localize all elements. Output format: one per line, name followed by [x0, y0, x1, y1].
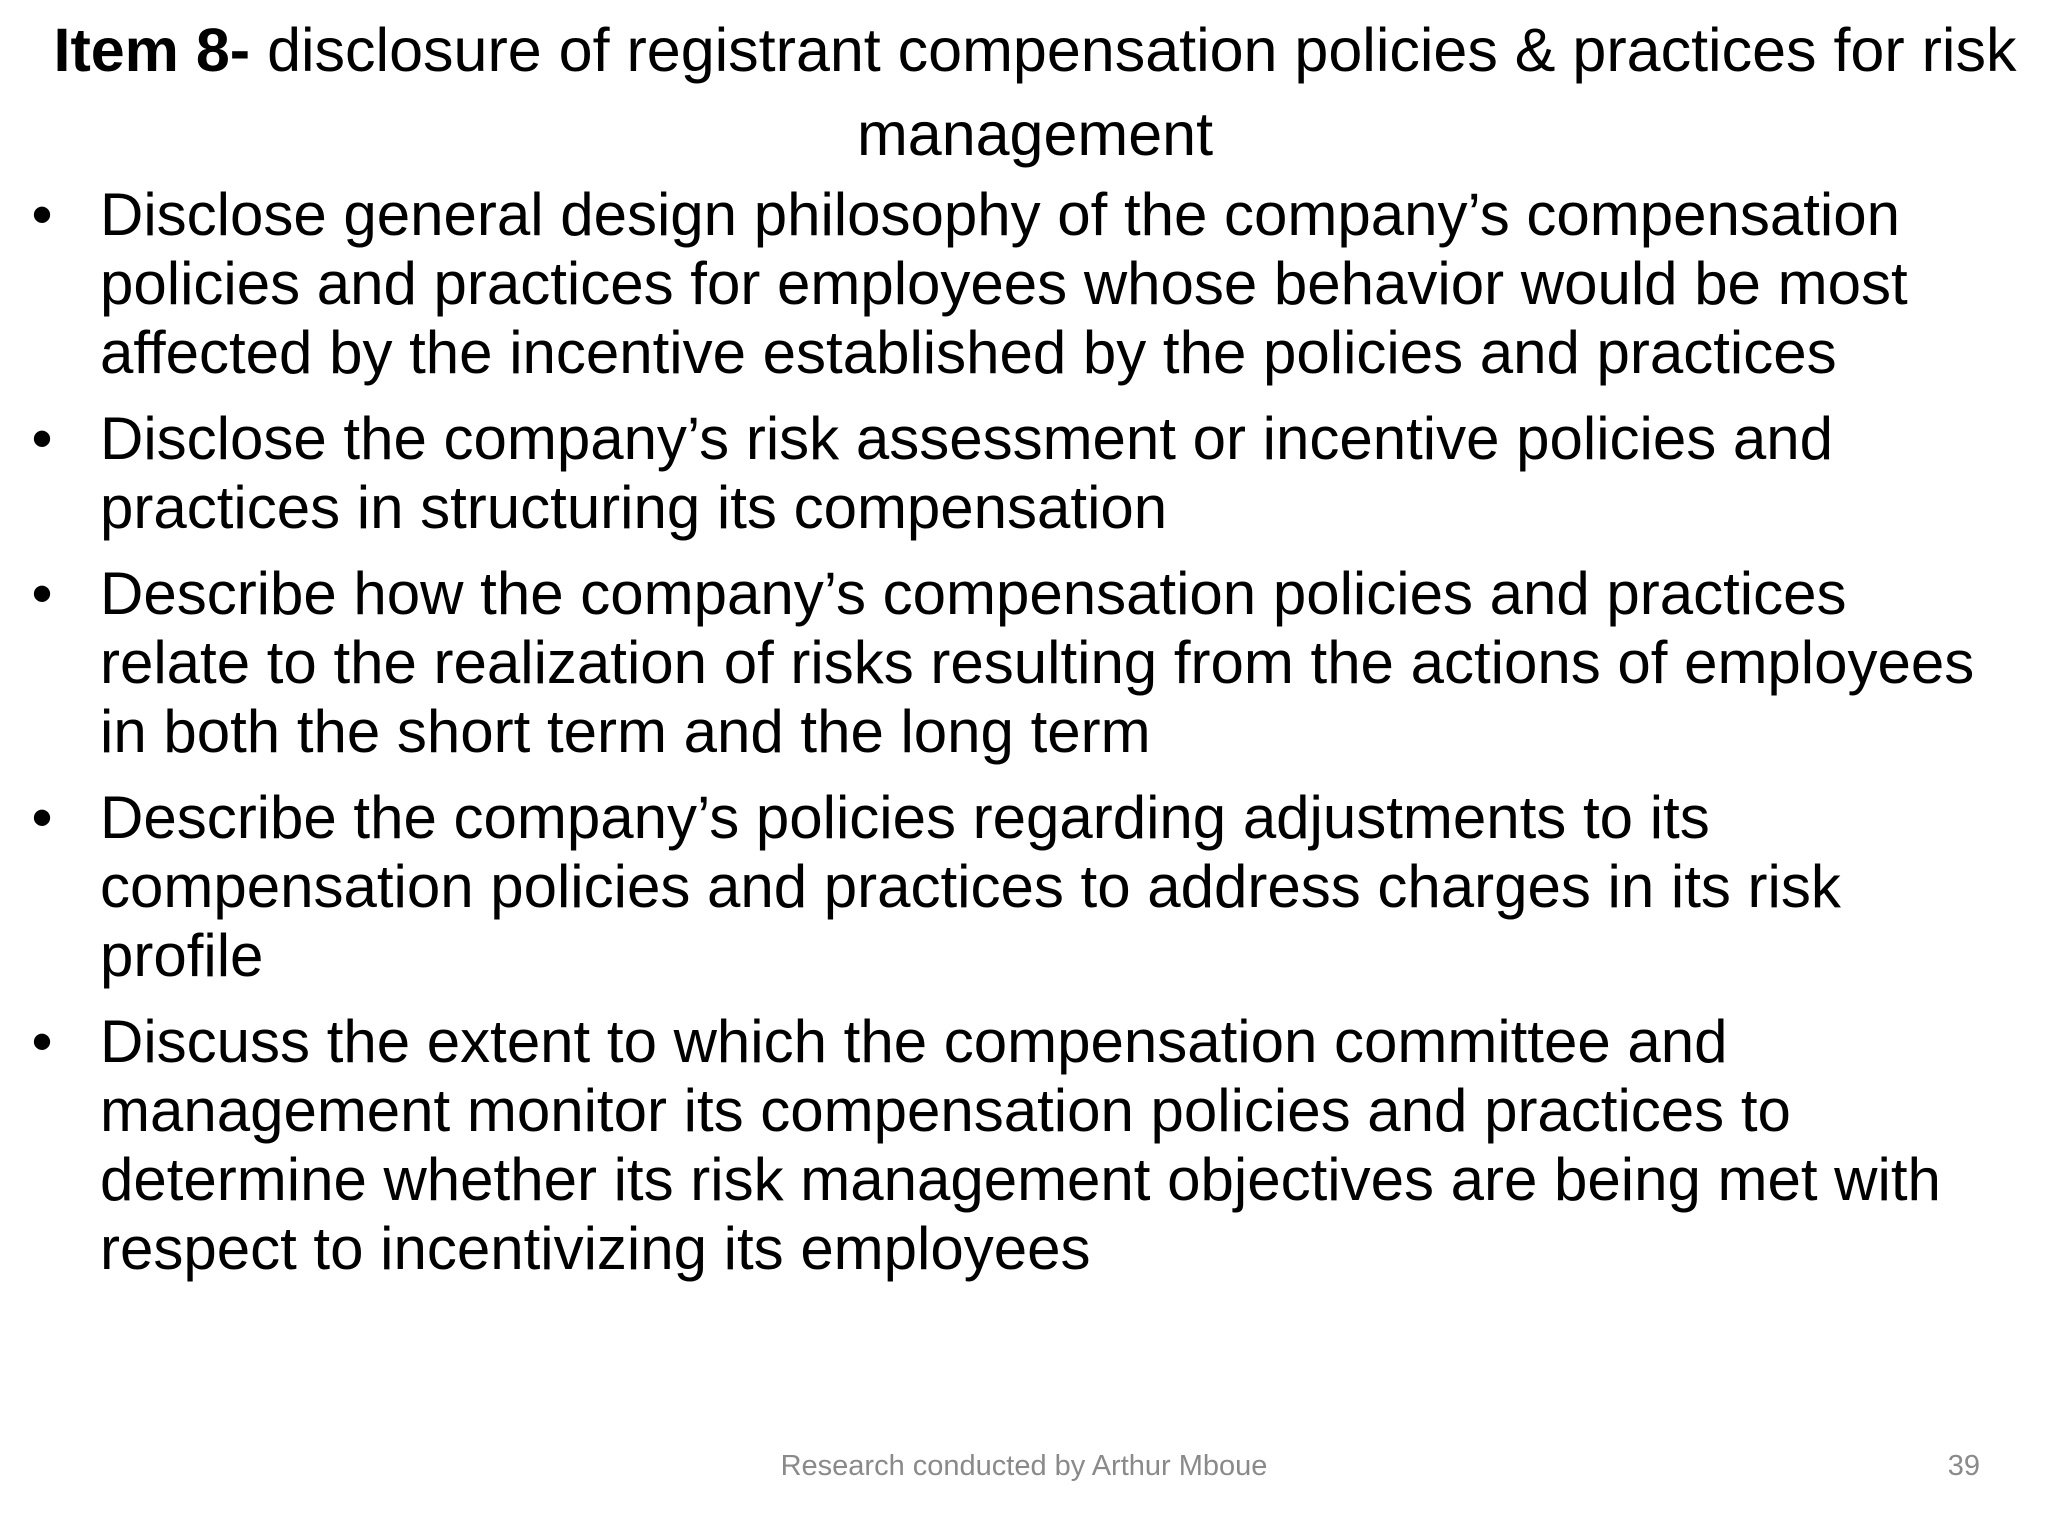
bullet-text: Describe how the company’s compensation policies and practices relate to the realization of risks resulting from the actions of employees in both the short term and the long term	[100, 560, 1975, 765]
slide-title-text: disclosure of registrant compensation policies & practices for risk management	[250, 16, 2017, 168]
footer-text: Research conducted by Arthur Mboue	[780, 1450, 1268, 1482]
bullet-text: Disclose general design philosophy of the company’s compensation policies and practices for employees whose behavior would be most affected by the incentive established by the policies and practices	[100, 181, 1908, 386]
bullet-item	[0, 1007, 2048, 1283]
bullet-text: Describe the company’s policies regarding adjustments to its compensation policies and practices to address charges in its risk profile	[100, 784, 1841, 989]
bullet-icon: •	[31, 181, 53, 248]
bullet-text: Discuss the extent to which the compensation committee and management monitor its compensation policies and practices to determine whether its risk management objectives are being met with respect to incentivizing its employees	[100, 1008, 1941, 1282]
slide-title	[20, 8, 2048, 176]
bullet-item	[0, 404, 2048, 542]
slide-title-bold: Item 8-	[53, 16, 251, 84]
bullet-text: Disclose the company’s risk assessment or incentive policies and practices in structuring its compensation	[100, 405, 1833, 541]
bullet-item	[0, 559, 2048, 766]
bullet-icon: •	[31, 1008, 53, 1075]
bullet-item	[0, 180, 2048, 387]
bullet-item	[0, 783, 2048, 990]
bullet-icon: •	[31, 784, 53, 851]
page-number: 39	[1947, 1450, 1980, 1482]
slide-footer	[0, 1450, 2048, 1490]
bullet-icon: •	[31, 560, 53, 627]
bullet-list	[0, 180, 2048, 1300]
bullet-icon: •	[31, 405, 53, 472]
